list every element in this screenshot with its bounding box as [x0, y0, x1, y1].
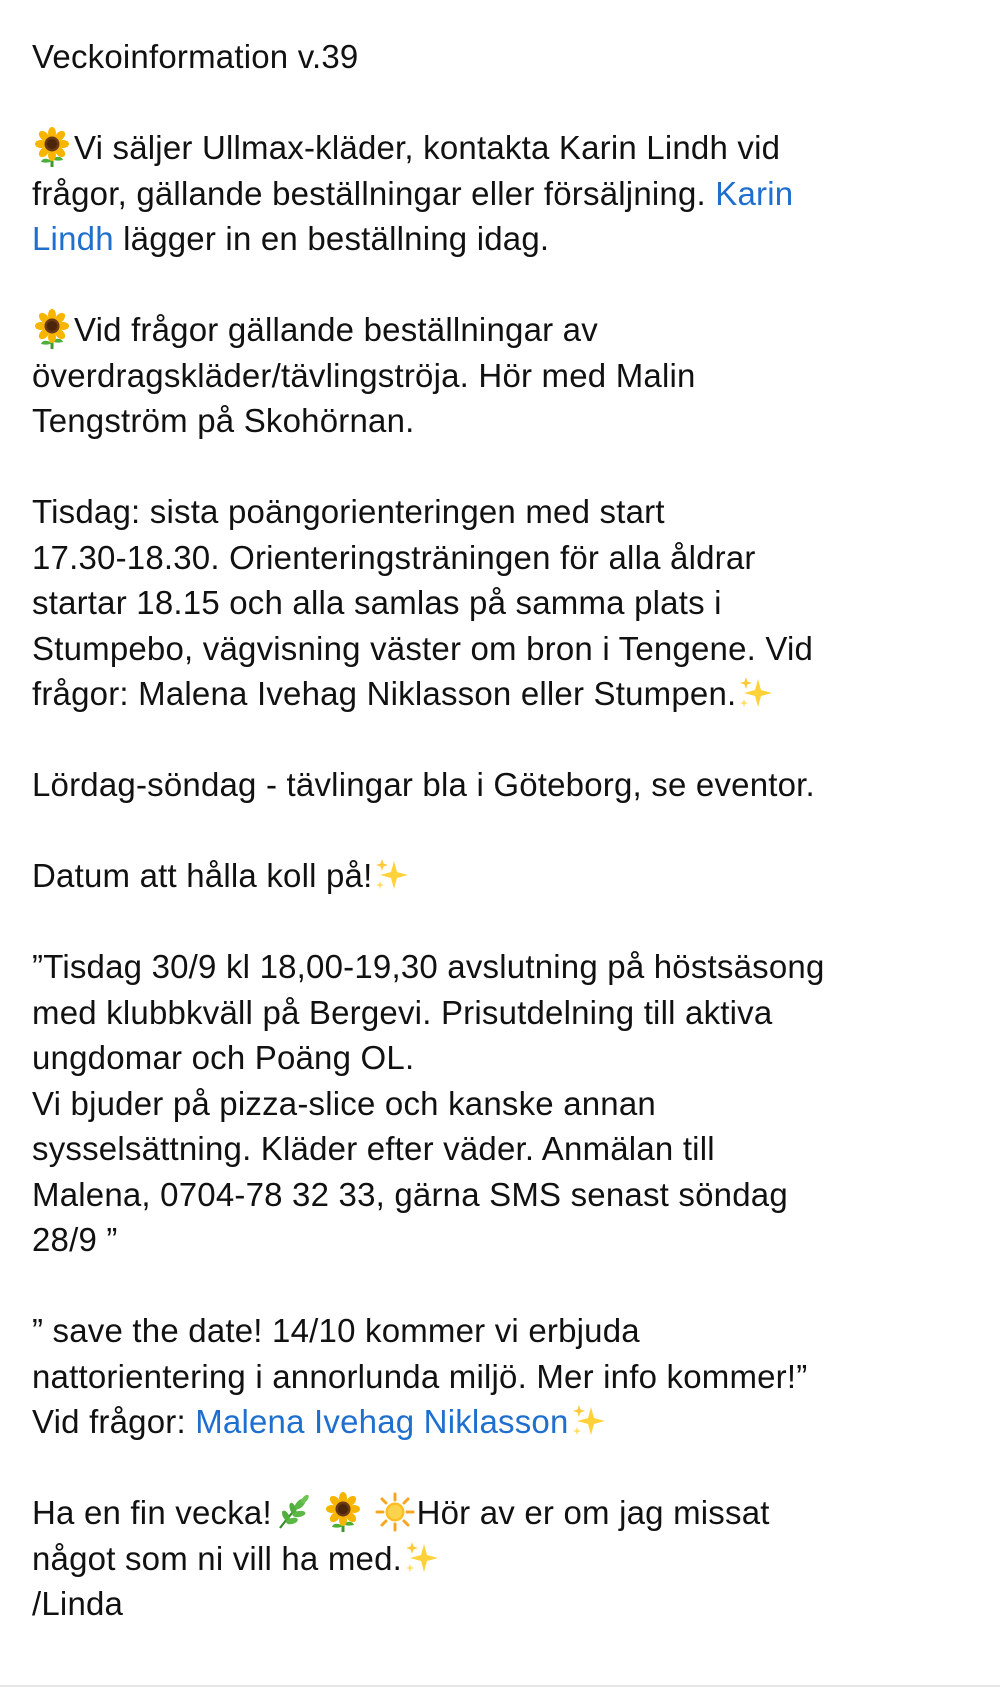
paragraph-line: med klubbkväll på Bergevi. Prisutdelning till aktiva [32, 993, 773, 1031]
paragraph-line: Stumpebo, vägvisning väster om bron i Tengene. Vid [32, 629, 814, 667]
paragraph-line: Malena, 0704-78 32 33, gärna SMS senast söndag [32, 1175, 788, 1213]
herb-icon [272, 1492, 312, 1532]
paragraph-overdragsklader [32, 307, 982, 444]
sparkles-icon [372, 855, 412, 895]
paragraph-sign-off [32, 1490, 982, 1627]
sparkles-icon [402, 1538, 442, 1578]
paragraph-ullmax [32, 125, 982, 262]
sunflower-icon [323, 1492, 363, 1532]
text: något som ni vill ha med. [32, 1539, 403, 1577]
post-title-paragraph [32, 34, 982, 80]
mention-link-malena-ivehag-niklasson[interactable]: Malena Ivehag Niklasson [195, 1403, 569, 1440]
text: Vid frågor gällande beställningar av [74, 311, 598, 348]
paragraph-line: ”Tisdag 30/9 kl 18,00-19,30 avslutning på höstsäsong [32, 948, 825, 985]
paragraph-line: sysselsättning. Kläder efter väder. Anmälan till [32, 1130, 715, 1167]
text: Vid frågor: [32, 1403, 196, 1440]
paragraph-line: Tengström på Skohörnan. [32, 402, 415, 439]
text: Hör av er om jag missat [416, 1494, 770, 1531]
paragraph-tisdag [32, 489, 982, 717]
paragraph-line: ungdomar och Poäng OL. [32, 1039, 415, 1076]
paragraph-avslutning [32, 944, 982, 1263]
paragraph-line [32, 1399, 982, 1445]
text: Datum att hålla koll på! [32, 857, 373, 894]
sparkles-icon [736, 673, 776, 713]
sunflower-icon [32, 127, 72, 167]
paragraph-line: Lördag-söndag - tävlingar bla i Göteborg, se eventor. [32, 766, 815, 803]
paragraph-line: överdragskläder/tävlingströja. Hör med Malin [32, 356, 696, 394]
paragraph-line [32, 853, 982, 899]
text: frågor, gällande beställningar eller försäljning. [32, 174, 716, 212]
paragraph-line [32, 671, 982, 717]
mention-link-karin-lindh[interactable]: Karin [715, 174, 794, 212]
paragraph-line [32, 125, 982, 171]
post-body [32, 34, 982, 1627]
paragraph-save-the-date [32, 1308, 982, 1445]
paragraph-line [32, 307, 982, 353]
paragraph-line: ” save the date! 14/10 kommer vi erbjuda [32, 1312, 640, 1349]
sunflower-icon [32, 309, 72, 349]
paragraph-line: nattorientering i annorlunda miljö. Mer info kommer!” [32, 1357, 808, 1395]
paragraph-line [32, 1490, 982, 1536]
text: Vi säljer Ullmax-kläder, kontakta Karin Lindh vid [74, 129, 781, 166]
paragraph-line [32, 1536, 982, 1582]
paragraph-line [32, 171, 982, 217]
paragraph-line: startar 18.15 och alla samlas på samma plats i [32, 584, 722, 621]
paragraph-lordag-sondag [32, 762, 982, 808]
paragraph-datum [32, 853, 982, 899]
paragraph-line [32, 216, 982, 262]
paragraph-line: 17.30-18.30. Orienteringsträningen för alla åldrar [32, 538, 756, 576]
post-title: Veckoinformation v.39 [32, 38, 359, 75]
paragraph-line: Tisdag: sista poängorienteringen med start [32, 493, 665, 530]
paragraph-line: Vi bjuder på pizza-slice och kanske annan [32, 1084, 656, 1122]
sun-icon [375, 1492, 415, 1532]
text: frågor: Malena Ivehag Niklasson eller Stumpen. [32, 675, 737, 712]
text: lägger in en beställning idag. [113, 220, 550, 257]
text: Ha en fin vecka! [32, 1494, 272, 1531]
paragraph-line: 28/9 ” [32, 1221, 118, 1258]
sparkles-icon [569, 1401, 609, 1441]
mention-link-karin-lindh[interactable]: Lindh [32, 220, 114, 257]
signature: /Linda [32, 1585, 124, 1622]
